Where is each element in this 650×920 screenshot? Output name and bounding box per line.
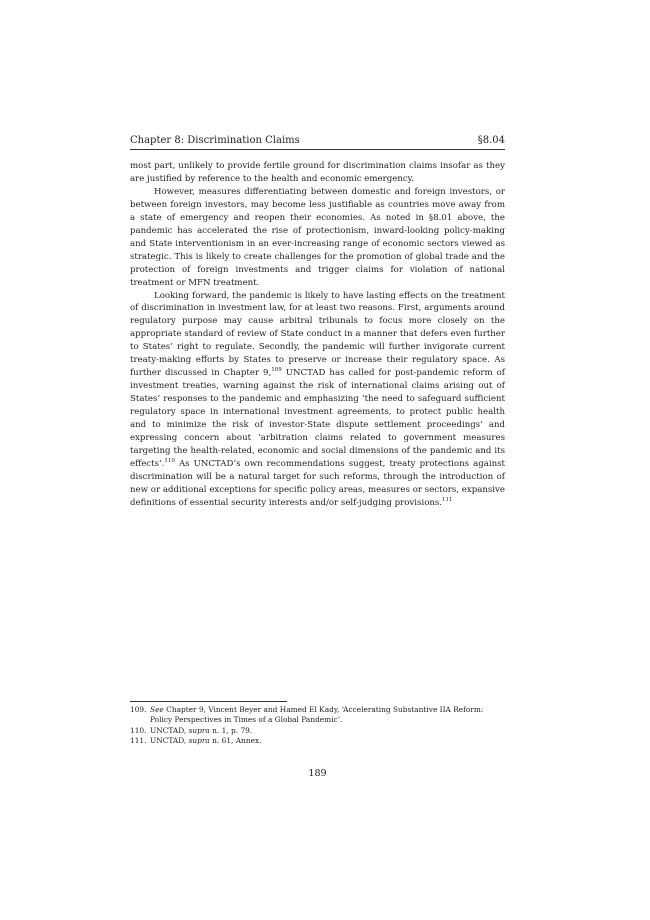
footnote-number: 110. [130,725,147,735]
footnote-supra: supra [188,725,210,735]
footnote-110 [130,726,505,736]
footnote-post: n. 61, Annex. [209,736,262,746]
footnote-text [150,705,505,726]
paragraph-part: Looking forward, the pandemic is likely to have lasting effects on the treatment of discrimination in investment law, for at least two reasons. First, arguments around regulatory purpose may cause arbitral tribunals to focus more closely on the appropriate standard of review of State conduct in a manner that defers even further to States’ right to regulate. Secondly, the pandemic will further invigorate current treaty-making efforts by States to preserve or increase their regulatory space. As further discussed in Chapter 9, [130,290,505,379]
page-number: 189 [308,768,327,779]
footnote-ref-111[interactable]: 111 [442,496,453,503]
paragraph-looking-forward [130,290,505,510]
footnote-pre: UNCTAD, [150,725,189,735]
footnote-pre: UNCTAD, [150,736,189,746]
footnotes [130,705,505,747]
footnote-109 [130,705,505,726]
paragraph-protectionism: However, measures differentiating between domestic and foreign investors, or between foreign investors, may become less justifiable as countries move away from a state of emergency and reopen their economies. As noted in §8.01 above, the pandemic has accelerated the rise of protectionism, inward-looking policy-making and State interventionism in an ever-increasing range of economic sectors viewed as strategic. This is likely to create challenges for the promotion of global trade and the protection of foreign investments and trigger claims for violation of national treatment or MFN treatment. [130,186,505,288]
footnote-number: 111. [130,736,147,746]
body-text [130,160,505,510]
footnote-see: See [150,705,164,714]
running-header [130,134,505,150]
footnote-ref-110[interactable]: 110 [164,457,175,464]
footnote-supra: supra [188,736,210,746]
footnote-text [150,726,505,736]
footnote-ref-109[interactable]: 109 [271,367,282,374]
footnote-post: n. 1, p. 79. [209,725,253,735]
footnote-number: 109. [130,705,147,714]
section-number: §8.04 [477,135,505,146]
paragraph-part: UNCTAD has called for post-pandemic reform of investment treaties, warning against the risk of international claims arising out of States’ responses to the pandemic and emphasizing ‘the need to safeguard sufficient regulatory space in international investment agreements, to protect public health and to minimize the risk of investor-State dispute settlement proceedings’ and expressing concern about ‘arbitration claims related to government measures targeting the health-related, economic and social dimensions of the pandemic and its effects’. [130,368,505,469]
paragraph-part: As UNCTAD’s own recommendations suggest, treaty protections against discrimination will be a natural target for such reforms, through the introduction of new or additional exceptions for specific policy areas, measures or sectors, expansive definitions of essential security interests and/or self-judging provisions. [130,458,505,508]
footnote-divider [130,701,287,702]
footnote-body: Chapter 9, Vincent Beyer and Hamed El Kady, ‘Accelerating Substantive IIA Reform: Policy Perspectives in Times of a Global Pandemic’. [150,705,484,725]
footnote-text [150,736,505,746]
footnote-111 [130,736,505,746]
paragraph-continued: most part, unlikely to provide fertile ground for discrimination claims insofar as they are justified by reference to the health and economic emergency. [130,161,505,184]
chapter-title: Chapter 8: Discrimination Claims [130,135,300,146]
